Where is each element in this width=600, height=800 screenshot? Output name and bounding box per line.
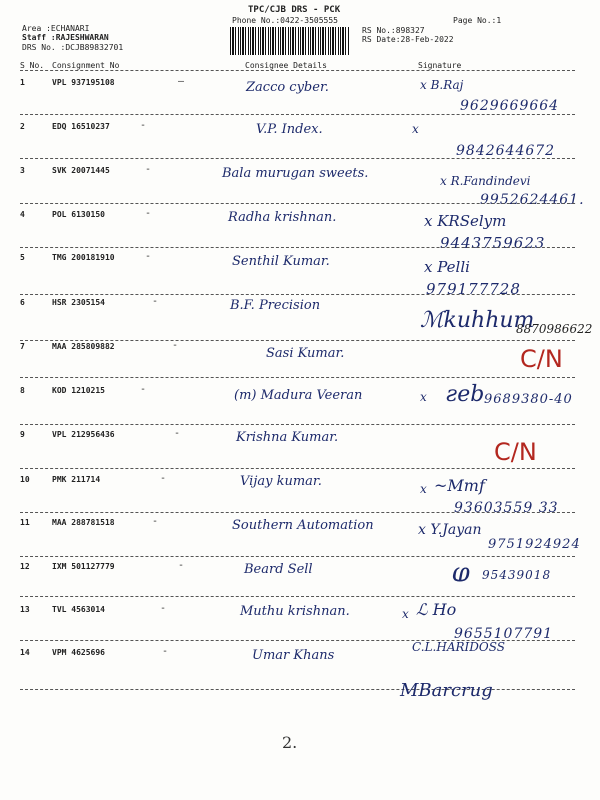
row-separator (20, 158, 575, 159)
consignee-name: Vijay kumar. (240, 474, 322, 489)
consignee-name: Radha krishnan. (228, 210, 337, 225)
consignment-number: SVK 20071445 (52, 166, 110, 175)
consignment-number: MAA 285809882 (52, 342, 115, 351)
consignment-number: POL 6130150 (52, 210, 105, 219)
consignment-number: VPM 4625696 (52, 648, 105, 657)
consignment-number: VPL 212956436 (52, 430, 115, 439)
phone-number: 9751924924 (488, 537, 581, 552)
phone-number: 9629669664 (460, 98, 560, 114)
phone-number: 9842644672 (456, 143, 556, 159)
consignee-name: Umar Khans (252, 648, 335, 663)
row-number: 5 (20, 253, 25, 262)
row-number: 13 (20, 605, 30, 614)
signature: x Y.Jayan (418, 522, 482, 538)
dash-mark: - (145, 164, 152, 175)
phone-number: 8870986622 (516, 322, 593, 336)
consignee-name: Zacco cyber. (246, 80, 329, 95)
area-field: Area :ECHANARI (22, 24, 90, 33)
signature-scrawl: ~Mmf (434, 476, 485, 495)
row-number: 14 (20, 648, 30, 657)
row-separator (20, 596, 575, 597)
cn-mark: C/N (494, 438, 537, 466)
dash-mark: — (178, 76, 185, 87)
phone-number: 95439018 (482, 568, 552, 582)
dash-mark: - (174, 428, 181, 439)
footer-mark: 2. (282, 733, 298, 752)
column-consignee: Consignee Details (245, 61, 327, 70)
row-number: 12 (20, 562, 30, 571)
dash-mark: - (140, 384, 147, 395)
signature: x (412, 122, 419, 136)
row-separator (20, 203, 575, 204)
column-signature: Signature (418, 61, 462, 70)
dash-mark: - (152, 296, 159, 307)
cn-mark: C/N (520, 345, 563, 373)
consignee-name: (m) Madura Veeran (234, 388, 363, 403)
barcode (230, 27, 350, 55)
consignee-name: Bala murugan sweets. (222, 166, 369, 181)
consignee-name: Beard Sell (244, 562, 313, 577)
row-number: 10 (20, 475, 30, 484)
signature: x (420, 482, 427, 496)
row-number: 9 (20, 430, 25, 439)
row-separator (20, 468, 575, 469)
header-separator (20, 70, 575, 71)
row-separator (20, 512, 575, 513)
consignment-number: TMG 200181910 (52, 253, 115, 262)
signature: x (420, 390, 427, 404)
row-separator (20, 424, 575, 425)
row-separator (20, 377, 575, 378)
header-phone: Phone No.:0422-3505555 (232, 16, 338, 25)
signature-scrawl: ℳkuhhum (420, 308, 535, 333)
signature-scrawl: ⱷ (452, 558, 471, 588)
signature-scrawl: ƨeb (446, 382, 485, 407)
row-number: 1 (20, 78, 25, 87)
consignee-name: B.F. Precision (230, 298, 321, 313)
consignment-number: TVL 4563014 (52, 605, 105, 614)
row-separator (20, 114, 575, 115)
signature: C.L.HARIDOSS (412, 640, 505, 654)
phone-number: 9655107791 (454, 626, 554, 642)
row-number: 8 (20, 386, 25, 395)
row-separator (20, 340, 575, 341)
consignment-number: VPL 937195108 (52, 78, 115, 87)
dash-mark: - (145, 251, 152, 262)
consignee-name: Krishna Kumar. (236, 430, 339, 445)
dash-mark: - (178, 560, 185, 571)
dash-mark: - (140, 120, 147, 131)
phone-number: 93603559 33 (454, 500, 559, 516)
document-title: TPC/CJB DRS - PCK (248, 5, 341, 15)
consignee-name: Southern Automation (232, 518, 374, 533)
row-number: 7 (20, 342, 25, 351)
footer-signature: MBarcrug (400, 680, 493, 701)
consignment-number: IXM 501127779 (52, 562, 115, 571)
row-number: 4 (20, 210, 25, 219)
consignment-number: HSR 2305154 (52, 298, 105, 307)
phone-number: 9443759623 (440, 234, 546, 252)
drs-number: DRS No. :DCJB89832701 (22, 43, 124, 52)
consignee-name: Muthu krishnan. (240, 604, 350, 619)
signature: x R.Fandindevi (440, 174, 531, 188)
row-separator (20, 556, 575, 557)
row-number: 11 (20, 518, 30, 527)
consignment-number: EDQ 16510237 (52, 122, 110, 131)
phone-number: 9689380-40 (484, 392, 573, 407)
staff-field: Staff :RAJESHWARAN (22, 33, 109, 42)
row-separator (20, 294, 575, 295)
dash-mark: - (162, 646, 169, 657)
row-separator (20, 247, 575, 248)
dash-mark: - (160, 603, 167, 614)
consignment-number: PMK 211714 (52, 475, 101, 484)
dash-mark: - (152, 516, 159, 527)
page-number: Page No.:1 (453, 16, 502, 25)
phone-number: 979177728 (426, 280, 521, 298)
consignee-name: Sasi Kumar. (266, 346, 345, 361)
consignee-name: Senthil Kumar. (232, 254, 330, 269)
rs-date: RS Date:28-Feb-2022 (362, 35, 454, 44)
column-sno: S No. (20, 61, 45, 70)
consignment-number: KOD 1210215 (52, 386, 105, 395)
dash-mark: - (160, 473, 167, 484)
rs-number: RS No.:898327 (362, 26, 425, 35)
row-number: 2 (20, 122, 25, 131)
column-consignment: Consignment No (52, 61, 120, 70)
consignee-name: V.P. Index. (256, 122, 323, 137)
signature: x KRSelym (424, 212, 507, 230)
signature: x B.Raj (420, 78, 464, 92)
row-number: 3 (20, 166, 25, 175)
signature: x Pelli (424, 258, 470, 276)
signature-scrawl: ℒ Ho (416, 600, 457, 619)
consignment-number: MAA 288781518 (52, 518, 115, 527)
signature: x (402, 607, 409, 621)
dash-mark: - (145, 208, 152, 219)
dash-mark: - (172, 340, 179, 351)
phone-number: 9952624461. (480, 192, 585, 208)
row-number: 6 (20, 298, 25, 307)
